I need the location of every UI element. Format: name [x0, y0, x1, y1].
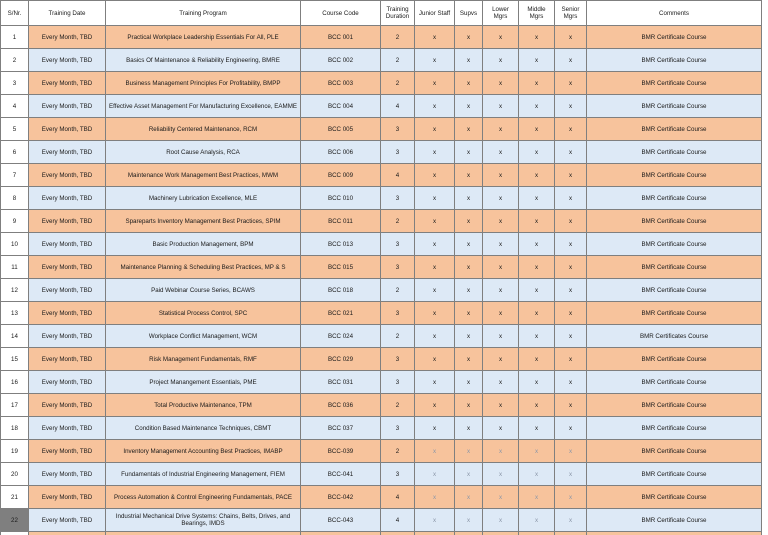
cell-middle-mgrs: x: [519, 187, 555, 210]
cell-senior-mgrs: x: [555, 210, 587, 233]
cell-training-duration: 3: [381, 187, 415, 210]
cell-training-program: Maintenance Planning & Scheduling Best Practices, MP & S: [106, 256, 301, 279]
cell-training-program: Root Cause Analysis, RCA: [106, 141, 301, 164]
cell-course-code: BCC 004: [301, 95, 381, 118]
cell-senior-mgrs: x: [555, 233, 587, 256]
header-junior-staff: Junior Staff: [415, 1, 455, 26]
cell-supvs: x: [455, 463, 483, 486]
cell-supvs: x: [455, 440, 483, 463]
cell-supvs: x: [455, 72, 483, 95]
cell-supvs: x: [455, 302, 483, 325]
cell-senior-mgrs: x: [555, 417, 587, 440]
cell-course-code: BCC 024: [301, 325, 381, 348]
cell-training-date: Every Month, TBD: [29, 49, 106, 72]
cell-training-duration: 4: [381, 486, 415, 509]
cell-junior-staff: x: [415, 26, 455, 49]
cell-comments: BMR Certificate Course: [587, 164, 762, 187]
cell-training-program: Machinery Lubrication Excellence, MLE: [106, 187, 301, 210]
cell-training-date: Every Month, TBD: [29, 325, 106, 348]
cell-training-duration: 2: [381, 394, 415, 417]
table-row: [1, 141, 762, 164]
cell-training-date: Every Month, TBD: [29, 394, 106, 417]
cell-junior-staff: x: [415, 210, 455, 233]
cell-sn: 9: [1, 210, 29, 233]
cell-lower-mgrs: x: [483, 187, 519, 210]
cell-comments: BMR Certificate Course: [587, 509, 762, 532]
cell-junior-staff: x: [415, 463, 455, 486]
cell-comments: BMR Certificate Course: [587, 440, 762, 463]
cell-comments: BMR Certificate Course: [587, 233, 762, 256]
header-comments: Comments: [587, 1, 762, 26]
cell-training-date: Every Month, TBD: [29, 486, 106, 509]
table-row: [1, 325, 762, 348]
cell-partial: [29, 532, 106, 535]
cell-course-code: BCC 011: [301, 210, 381, 233]
cell-lower-mgrs: x: [483, 141, 519, 164]
cell-senior-mgrs: x: [555, 118, 587, 141]
cell-middle-mgrs: x: [519, 394, 555, 417]
cell-sn: 17: [1, 394, 29, 417]
cell-middle-mgrs: x: [519, 118, 555, 141]
cell-middle-mgrs: x: [519, 49, 555, 72]
cell-course-code: BCC 029: [301, 348, 381, 371]
cell-training-date: Every Month, TBD: [29, 26, 106, 49]
table-row: [1, 72, 762, 95]
cell-senior-mgrs: x: [555, 371, 587, 394]
cell-supvs: x: [455, 118, 483, 141]
cell-course-code: BCC 037: [301, 417, 381, 440]
header-training-date: Training Date: [29, 1, 106, 26]
cell-training-duration: 3: [381, 233, 415, 256]
cell-training-duration: 2: [381, 325, 415, 348]
cell-partial: [301, 532, 381, 535]
cell-training-program: Paid Webinar Course Series, BCAWS: [106, 279, 301, 302]
cell-training-program: Condition Based Maintenance Techniques, CBMT: [106, 417, 301, 440]
cell-training-duration: 2: [381, 49, 415, 72]
cell-partial: [381, 532, 415, 535]
cell-senior-mgrs: x: [555, 49, 587, 72]
cell-training-duration: 2: [381, 440, 415, 463]
table-row: [1, 394, 762, 417]
cell-training-date: Every Month, TBD: [29, 371, 106, 394]
cell-training-duration: 3: [381, 302, 415, 325]
cell-middle-mgrs: x: [519, 233, 555, 256]
cell-training-program: Effective Asset Management For Manufacturing Excellence, EAMME: [106, 95, 301, 118]
cell-supvs: x: [455, 256, 483, 279]
table-row: [1, 509, 762, 532]
table-row-partial: [1, 532, 762, 535]
cell-supvs: x: [455, 486, 483, 509]
cell-middle-mgrs: x: [519, 256, 555, 279]
cell-junior-staff: x: [415, 233, 455, 256]
cell-training-program: Basic Production Management, BPM: [106, 233, 301, 256]
cell-training-duration: 3: [381, 463, 415, 486]
cell-comments: BMR Certificate Course: [587, 371, 762, 394]
cell-training-program: Inventory Management Accounting Best Practices, IMABP: [106, 440, 301, 463]
cell-course-code: BCC 002: [301, 49, 381, 72]
cell-training-duration: 3: [381, 118, 415, 141]
cell-senior-mgrs: x: [555, 279, 587, 302]
header-middle-mgrs: Middle Mgrs: [519, 1, 555, 26]
cell-senior-mgrs: x: [555, 486, 587, 509]
header-course-code: Course Code: [301, 1, 381, 26]
cell-supvs: x: [455, 233, 483, 256]
cell-senior-mgrs: x: [555, 141, 587, 164]
cell-supvs: x: [455, 509, 483, 532]
table-row: [1, 486, 762, 509]
table-row: [1, 256, 762, 279]
cell-partial: [519, 532, 555, 535]
cell-middle-mgrs: x: [519, 302, 555, 325]
cell-sn: 16: [1, 371, 29, 394]
cell-senior-mgrs: x: [555, 302, 587, 325]
cell-comments: BMR Certificate Course: [587, 279, 762, 302]
cell-middle-mgrs: x: [519, 164, 555, 187]
cell-course-code: BCC 031: [301, 371, 381, 394]
cell-course-code: BCC-042: [301, 486, 381, 509]
cell-course-code: BCC 009: [301, 164, 381, 187]
cell-lower-mgrs: x: [483, 279, 519, 302]
cell-middle-mgrs: x: [519, 486, 555, 509]
cell-middle-mgrs: x: [519, 141, 555, 164]
cell-training-program: Fundamentals of Industrial Engineering Management, FIEM: [106, 463, 301, 486]
table-row: [1, 210, 762, 233]
cell-sn: 11: [1, 256, 29, 279]
cell-training-date: Every Month, TBD: [29, 302, 106, 325]
cell-middle-mgrs: x: [519, 509, 555, 532]
table-row: [1, 187, 762, 210]
cell-junior-staff: x: [415, 164, 455, 187]
cell-comments: BMR Certificate Course: [587, 394, 762, 417]
cell-comments: BMR Certificate Course: [587, 141, 762, 164]
cell-sn: 13: [1, 302, 29, 325]
cell-training-program: Statistical Process Control, SPC: [106, 302, 301, 325]
cell-training-date: Every Month, TBD: [29, 95, 106, 118]
cell-partial: [415, 532, 455, 535]
cell-supvs: x: [455, 187, 483, 210]
cell-senior-mgrs: x: [555, 463, 587, 486]
cell-senior-mgrs: x: [555, 394, 587, 417]
cell-middle-mgrs: x: [519, 95, 555, 118]
cell-junior-staff: x: [415, 325, 455, 348]
cell-training-duration: 3: [381, 417, 415, 440]
cell-course-code: BCC 001: [301, 26, 381, 49]
cell-comments: BMR Certificate Course: [587, 463, 762, 486]
cell-training-duration: 3: [381, 141, 415, 164]
cell-supvs: x: [455, 49, 483, 72]
header-lower-mgrs: Lower Mgrs: [483, 1, 519, 26]
cell-lower-mgrs: x: [483, 210, 519, 233]
cell-training-program: Reliability Centered Maintenance, RCM: [106, 118, 301, 141]
cell-senior-mgrs: x: [555, 72, 587, 95]
cell-junior-staff: x: [415, 256, 455, 279]
cell-training-program: Maintenance Work Management Best Practices, MWM: [106, 164, 301, 187]
cell-comments: BMR Certificates Course: [587, 325, 762, 348]
cell-course-code: BCC 010: [301, 187, 381, 210]
cell-lower-mgrs: x: [483, 463, 519, 486]
cell-lower-mgrs: x: [483, 302, 519, 325]
cell-lower-mgrs: x: [483, 440, 519, 463]
cell-middle-mgrs: x: [519, 279, 555, 302]
cell-training-duration: 4: [381, 509, 415, 532]
cell-lower-mgrs: x: [483, 95, 519, 118]
cell-lower-mgrs: x: [483, 164, 519, 187]
cell-training-date: Every Month, TBD: [29, 463, 106, 486]
cell-training-duration: 2: [381, 26, 415, 49]
cell-course-code: BCC-039: [301, 440, 381, 463]
cell-course-code: BCC 003: [301, 72, 381, 95]
cell-comments: BMR Certificate Course: [587, 486, 762, 509]
cell-lower-mgrs: x: [483, 348, 519, 371]
cell-partial: [483, 532, 519, 535]
cell-training-date: Every Month, TBD: [29, 509, 106, 532]
cell-junior-staff: x: [415, 279, 455, 302]
cell-sn: 7: [1, 164, 29, 187]
cell-course-code: BCC 013: [301, 233, 381, 256]
cell-lower-mgrs: x: [483, 486, 519, 509]
table-row: [1, 233, 762, 256]
cell-sn: 6: [1, 141, 29, 164]
cell-sn: 19: [1, 440, 29, 463]
table-row: [1, 26, 762, 49]
cell-senior-mgrs: x: [555, 509, 587, 532]
header-supvs: Supvs: [455, 1, 483, 26]
cell-senior-mgrs: x: [555, 95, 587, 118]
cell-course-code: BCC 036: [301, 394, 381, 417]
cell-sn: 14: [1, 325, 29, 348]
cell-sn: 18: [1, 417, 29, 440]
table-row: [1, 118, 762, 141]
cell-sn: 4: [1, 95, 29, 118]
cell-training-program: Spareparts Inventory Management Best Practices, SPIM: [106, 210, 301, 233]
cell-sn: 22: [1, 509, 29, 532]
cell-training-date: Every Month, TBD: [29, 417, 106, 440]
cell-training-program: Total Productive Maintenance, TPM: [106, 394, 301, 417]
cell-supvs: x: [455, 394, 483, 417]
cell-comments: BMR Certificate Course: [587, 256, 762, 279]
cell-middle-mgrs: x: [519, 26, 555, 49]
cell-comments: BMR Certificate Course: [587, 118, 762, 141]
cell-comments: BMR Certificate Course: [587, 348, 762, 371]
cell-comments: BMR Certificate Course: [587, 302, 762, 325]
header-training-duration: Training Duration: [381, 1, 415, 26]
cell-lower-mgrs: x: [483, 26, 519, 49]
table-row: [1, 49, 762, 72]
cell-lower-mgrs: x: [483, 417, 519, 440]
cell-training-program: Business Management Principles For Profitability, BMPP: [106, 72, 301, 95]
cell-sn: 12: [1, 279, 29, 302]
cell-senior-mgrs: x: [555, 348, 587, 371]
cell-sn: 20: [1, 463, 29, 486]
cell-partial: [455, 532, 483, 535]
cell-junior-staff: x: [415, 302, 455, 325]
cell-course-code: BCC 006: [301, 141, 381, 164]
cell-lower-mgrs: x: [483, 325, 519, 348]
cell-training-program: Workplace Conflict Management, WCM: [106, 325, 301, 348]
cell-junior-staff: x: [415, 49, 455, 72]
cell-senior-mgrs: x: [555, 325, 587, 348]
cell-supvs: x: [455, 371, 483, 394]
cell-training-duration: 3: [381, 348, 415, 371]
cell-training-duration: 4: [381, 95, 415, 118]
cell-junior-staff: x: [415, 440, 455, 463]
cell-course-code: BCC 015: [301, 256, 381, 279]
cell-training-date: Every Month, TBD: [29, 118, 106, 141]
cell-lower-mgrs: x: [483, 72, 519, 95]
cell-comments: BMR Certificate Course: [587, 187, 762, 210]
cell-training-duration: 2: [381, 72, 415, 95]
cell-middle-mgrs: x: [519, 72, 555, 95]
cell-comments: BMR Certificate Course: [587, 26, 762, 49]
cell-training-duration: 3: [381, 256, 415, 279]
cell-sn: 3: [1, 72, 29, 95]
cell-junior-staff: x: [415, 118, 455, 141]
cell-junior-staff: x: [415, 187, 455, 210]
cell-training-date: Every Month, TBD: [29, 233, 106, 256]
cell-supvs: x: [455, 210, 483, 233]
header-training-program: Training Program: [106, 1, 301, 26]
cell-sn: 5: [1, 118, 29, 141]
cell-lower-mgrs: x: [483, 394, 519, 417]
cell-training-date: Every Month, TBD: [29, 164, 106, 187]
cell-course-code: BCC 018: [301, 279, 381, 302]
cell-middle-mgrs: x: [519, 440, 555, 463]
cell-supvs: x: [455, 141, 483, 164]
table-row: [1, 164, 762, 187]
cell-senior-mgrs: x: [555, 164, 587, 187]
cell-junior-staff: x: [415, 486, 455, 509]
cell-lower-mgrs: x: [483, 118, 519, 141]
cell-training-date: Every Month, TBD: [29, 210, 106, 233]
cell-training-date: Every Month, TBD: [29, 440, 106, 463]
cell-sn: 2: [1, 49, 29, 72]
cell-sn: 8: [1, 187, 29, 210]
cell-supvs: x: [455, 95, 483, 118]
cell-middle-mgrs: x: [519, 348, 555, 371]
cell-sn: 10: [1, 233, 29, 256]
cell-senior-mgrs: x: [555, 440, 587, 463]
cell-training-duration: 2: [381, 279, 415, 302]
cell-junior-staff: x: [415, 394, 455, 417]
table-row: [1, 302, 762, 325]
cell-training-date: Every Month, TBD: [29, 141, 106, 164]
cell-supvs: x: [455, 325, 483, 348]
cell-senior-mgrs: x: [555, 256, 587, 279]
table-row: [1, 279, 762, 302]
cell-partial: [587, 532, 762, 535]
cell-training-date: Every Month, TBD: [29, 256, 106, 279]
header-sn: S/Nr.: [1, 1, 29, 26]
table-row: [1, 417, 762, 440]
cell-comments: BMR Certificate Course: [587, 72, 762, 95]
cell-training-program: Industrial Mechanical Drive Systems: Chains, Belts, Drives, and Bearings, IMDS: [106, 509, 301, 532]
cell-training-date: Every Month, TBD: [29, 279, 106, 302]
cell-junior-staff: x: [415, 509, 455, 532]
cell-junior-staff: x: [415, 72, 455, 95]
cell-comments: BMR Certificate Course: [587, 417, 762, 440]
cell-junior-staff: x: [415, 95, 455, 118]
cell-lower-mgrs: x: [483, 371, 519, 394]
cell-course-code: BCC 005: [301, 118, 381, 141]
header-row: [1, 1, 762, 26]
cell-training-date: Every Month, TBD: [29, 187, 106, 210]
cell-comments: BMR Certificate Course: [587, 49, 762, 72]
cell-supvs: x: [455, 26, 483, 49]
cell-lower-mgrs: x: [483, 49, 519, 72]
cell-middle-mgrs: x: [519, 325, 555, 348]
cell-course-code: BCC 021: [301, 302, 381, 325]
cell-lower-mgrs: x: [483, 509, 519, 532]
cell-middle-mgrs: x: [519, 463, 555, 486]
cell-lower-mgrs: x: [483, 256, 519, 279]
cell-training-date: Every Month, TBD: [29, 72, 106, 95]
cell-training-program: Risk Management Fundamentals, RMF: [106, 348, 301, 371]
cell-training-program: Basics Of Maintenance & Reliability Engineering, BMRE: [106, 49, 301, 72]
table-row: [1, 440, 762, 463]
cell-course-code: BCC-041: [301, 463, 381, 486]
cell-junior-staff: x: [415, 371, 455, 394]
cell-middle-mgrs: x: [519, 371, 555, 394]
cell-supvs: x: [455, 164, 483, 187]
table-row: [1, 348, 762, 371]
cell-training-program: Project Manangement Essentials, PME: [106, 371, 301, 394]
cell-training-date: Every Month, TBD: [29, 348, 106, 371]
cell-supvs: x: [455, 279, 483, 302]
cell-supvs: x: [455, 348, 483, 371]
cell-lower-mgrs: x: [483, 233, 519, 256]
cell-sn: 15: [1, 348, 29, 371]
cell-course-code: BCC-043: [301, 509, 381, 532]
cell-junior-staff: x: [415, 417, 455, 440]
cell-training-duration: 4: [381, 164, 415, 187]
cell-training-program: Process Automation & Control Engineering Fundamentals, PACE: [106, 486, 301, 509]
cell-junior-staff: x: [415, 141, 455, 164]
cell-sn: 21: [1, 486, 29, 509]
table-row: [1, 371, 762, 394]
cell-training-program: Practical Workplace Leadership Essentials For All, PLE: [106, 26, 301, 49]
cell-sn: 1: [1, 26, 29, 49]
cell-partial: [1, 532, 29, 535]
cell-comments: BMR Certificate Course: [587, 210, 762, 233]
cell-training-duration: 3: [381, 371, 415, 394]
cell-training-duration: 2: [381, 210, 415, 233]
cell-junior-staff: x: [415, 348, 455, 371]
cell-middle-mgrs: x: [519, 210, 555, 233]
cell-senior-mgrs: x: [555, 26, 587, 49]
cell-comments: BMR Certificate Course: [587, 95, 762, 118]
cell-partial: [106, 532, 301, 535]
table-row: [1, 463, 762, 486]
cell-partial: [555, 532, 587, 535]
cell-supvs: x: [455, 417, 483, 440]
table-row: [1, 95, 762, 118]
cell-middle-mgrs: x: [519, 417, 555, 440]
cell-senior-mgrs: x: [555, 187, 587, 210]
header-senior-mgrs: Senior Mgrs: [555, 1, 587, 26]
